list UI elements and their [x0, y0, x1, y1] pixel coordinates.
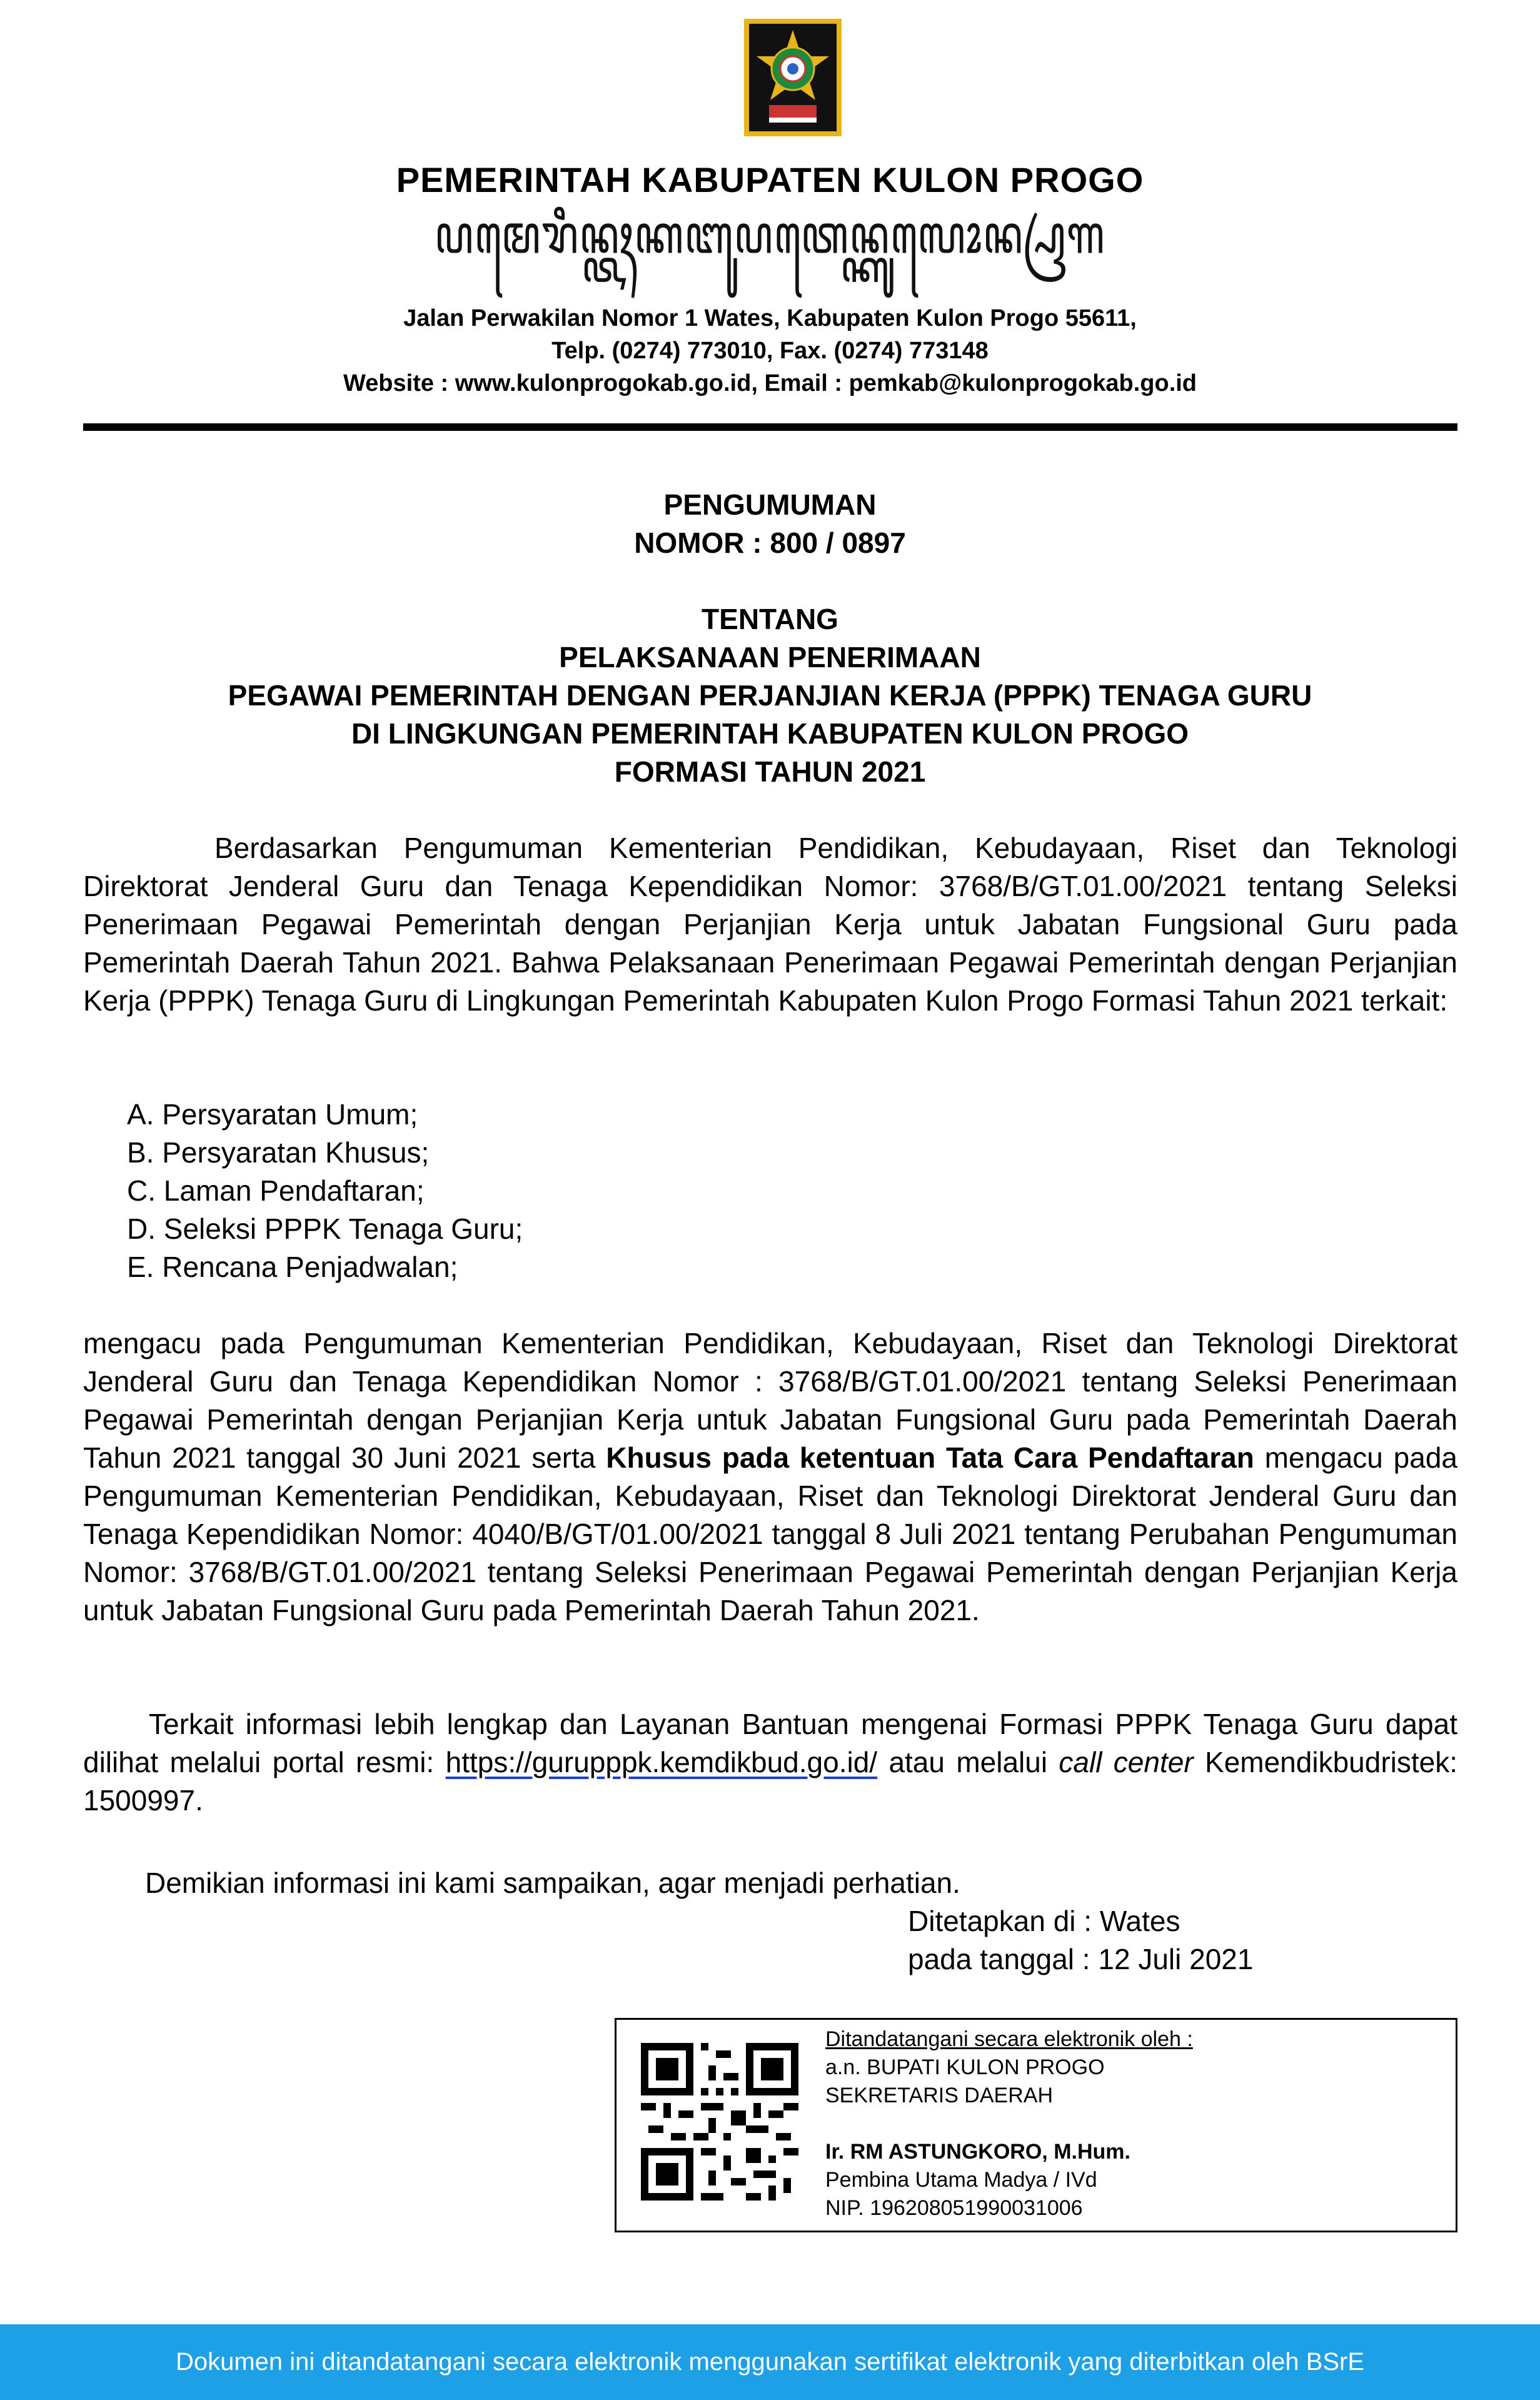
kulon-progo-emblem-icon — [744, 19, 842, 136]
list-item: A. Persyaratan Umum; — [127, 1098, 418, 1131]
list-item: E. Rencana Penjadwalan; — [127, 1251, 458, 1283]
paragraph-reference-text — [83, 1324, 1457, 1630]
signer-name: Ir. RM ASTUNGKORO, M.Hum. — [825, 2140, 1130, 2164]
portal-link[interactable]: https://gurupppk.kemdikbud.go.id/ — [445, 1746, 878, 1778]
title-line-1: PELAKSANAAN PENERIMAAN — [559, 641, 981, 673]
letterhead-divider — [83, 423, 1457, 431]
info-text-a: Terkait informasi lebih lengkap dan Layanan Bantuan mengenai Formasi PPPK Tenaga Guru dapat dilihat melalui portal resmi: — [83, 1708, 1457, 1778]
paragraph-intro-text: Berdasarkan Pengumuman Kementerian Pendidikan, Kebudayaan, Riset dan Teknologi Direktorat Jenderal Guru dan Tenaga Kependidikan Nomor: 3768/B/GT.01.00/2021 tentang Seleksi Penerimaan Pegawai Pemerintah dengan Perjanjian Kerja untuk Jabatan Fungsional Guru pada Pemerintah Daerah Tahun 2021. Bahwa Pelaksanaan Penerimaan Pegawai Pemerintah dengan Perjanjian Kerja (PPPK) Tenaga Guru di Lingkungan Pemerintah Kabupaten Kulon Progo Formasi Tahun 2021 terkait: — [83, 832, 1457, 1017]
info-text-c: Kemendikbudristek: 1500997. — [83, 1746, 1457, 1817]
announcement-number: NOMOR : 800 / 0897 — [634, 527, 906, 559]
reference-text-b: mengacu pada Pengumuman Kementerian Pendidikan, Kebudayaan, Riset dan Teknologi Direktorat Jenderal Guru dan Tenaga Kependidikan Nomor: 4040/B/GT/01.00/2021 tanggal 8 Juli 2021 tentang Perubahan Pengumuman Nomor: 3768/B/GT.01.00/2021 tentang Seleksi Penerimaan Pegawai Pemerintah dengan Perjanjian Kerja untuk Jabatan Fungsional Guru pada Pemerintah Daerah Tahun 2021. — [83, 1441, 1458, 1626]
government-name: PEMERINTAH KABUPATEN KULON PROGO — [396, 160, 1144, 199]
call-center-label: call center — [1059, 1746, 1194, 1778]
bsre-footer-text: Dokumen ini ditandatangani secara elektronik menggunakan sertifikat elektronik yang diterbitkan oleh BSrE — [175, 2348, 1365, 2376]
list-item: C. Laman Pendaftaran; — [127, 1174, 425, 1207]
signer-on-behalf: a.n. BUPATI KULON PROGO — [825, 2055, 1105, 2079]
title-line-2: PEGAWAI PEMERINTAH DENGAN PERJANJIAN KERJA (PPPK) TENAGA GURU — [228, 679, 1312, 712]
signed-by-label: Ditandatangani secara elektronik oleh : — [825, 2027, 1193, 2051]
paragraph-reference — [83, 1324, 1457, 1630]
title-line-4: FORMASI TAHUN 2021 — [614, 755, 926, 788]
announcement-heading: PENGUMUMAN — [663, 488, 877, 521]
reference-text-a: mengacu pada Pengumuman Kementerian Pendidikan, Kebudayaan, Riset dan Teknologi Direktorat Jenderal Guru dan Tenaga Kependidikan Nomor : 3768/B/GT.01.00/2021 tentang Seleksi Penerimaan Pegawai Pemerintah dengan Perjanjian Kerja untuk Jabatan Fungsional Guru pada Pemerintah Daerah Tahun 2021 tanggal 30 Juni 2021 serta — [83, 1327, 1457, 1474]
signer-nip: NIP. 196208051990031006 — [825, 2196, 1083, 2220]
address-line: Jalan Perwakilan Nomor 1 Wates, Kabupaten Kulon Progo 55611, — [403, 305, 1137, 331]
title-line-3: DI LINGKUNGAN PEMERINTAH KABUPATEN KULON PROGO — [351, 717, 1189, 750]
phone-fax-line: Telp. (0274) 773010, Fax. (0274) 773148 — [551, 338, 989, 364]
paragraph-intro — [83, 829, 1457, 1020]
website-email-line: Website : www.kulonprogokab.go.id, Email : pemkab@kulonprogokab.go.id — [343, 370, 1197, 396]
qr-code-icon — [641, 2043, 798, 2201]
list-item: D. Seleksi PPPK Tenaga Guru; — [127, 1213, 523, 1245]
info-text-b: atau melalui — [888, 1746, 1048, 1778]
paragraph-info — [83, 1705, 1457, 1820]
signer-rank: Pembina Utama Madya / IVd — [825, 2168, 1097, 2192]
paragraph-info-text — [83, 1705, 1457, 1820]
topic-list — [127, 1096, 523, 1286]
reference-emphasis: Khusus pada ketentuan Tata Cara Pendaftaran — [606, 1441, 1254, 1474]
about-heading: TENTANG — [702, 603, 838, 635]
date-of-issue: pada tanggal : 12 Juli 2021 — [908, 1943, 1254, 1975]
closing-statement: Demikian informasi ini kami sampaikan, agar menjadi perhatian. — [145, 1867, 960, 1899]
signer-position: SEKRETARIS DAERAH — [825, 2084, 1054, 2107]
list-item: B. Persyaratan Khusus; — [127, 1136, 430, 1169]
place-of-issue: Ditetapkan di : Wates — [908, 1905, 1180, 1937]
javanese-script-name: ꦥꦩꦺꦫꦶꦤ꧀ꦠꦃꦏꦧꦸꦥꦠꦺꦤ꧀ꦏꦸꦭꦺꦴꦤ꧀ꦥꦿꦒ — [434, 203, 1106, 266]
